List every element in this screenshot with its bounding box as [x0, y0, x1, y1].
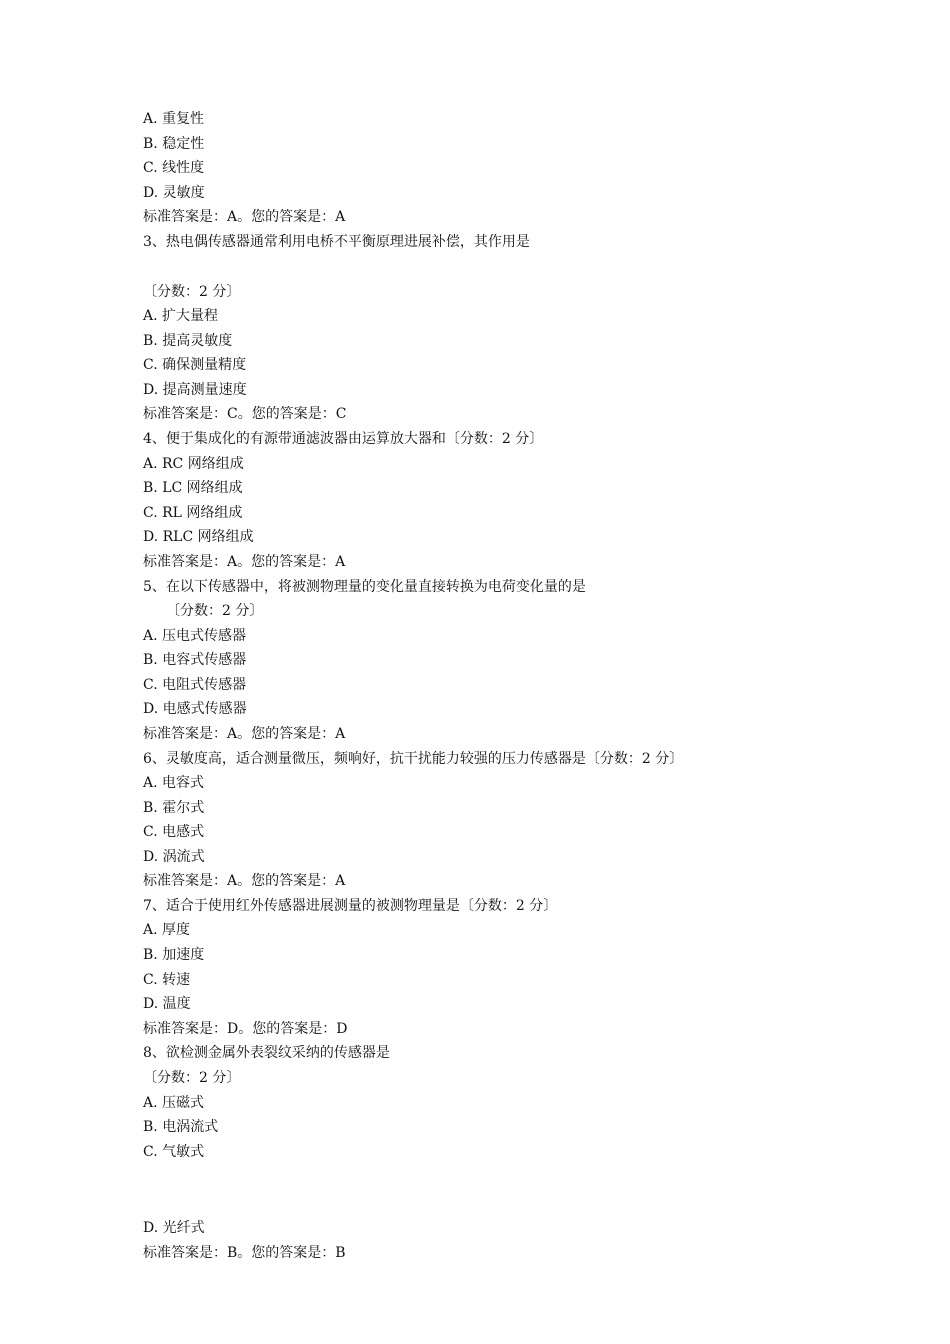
question-6: 6、灵敏度高，适合测量微压，频响好，抗干扰能力较强的压力传感器是〔分数：2 分〕: [143, 751, 684, 767]
option-b: B. 加速度: [143, 947, 205, 963]
option-d: D. 灵敏度: [143, 185, 205, 201]
question-7: 7、适合于使用红外传感器进展测量的被测物理量是〔分数：2 分〕: [143, 898, 558, 914]
option-b: B. 霍尔式: [143, 800, 205, 816]
option-a: A. 电容式: [143, 775, 205, 791]
answer-line: 标准答案是：A。您的答案是：A: [143, 726, 346, 742]
score-note: 〔分数：2 分〕: [143, 1070, 241, 1086]
answer-line: 标准答案是：C。您的答案是：C: [143, 406, 347, 422]
option-b: B. 电涡流式: [143, 1119, 219, 1135]
answer-line: 标准答案是：D。您的答案是：D: [143, 1021, 348, 1037]
option-a: A. 扩大量程: [143, 308, 219, 324]
option-b: B. 电容式传感器: [143, 652, 247, 668]
option-d: D. 光纤式: [143, 1220, 205, 1236]
option-d: D. 电感式传感器: [143, 701, 247, 717]
question-3: 3、热电偶传感器通常利用电桥不平衡原理进展补偿，其作用是: [143, 234, 530, 250]
option-b: B. 提高灵敏度: [143, 333, 233, 349]
option-d: D. 涡流式: [143, 849, 205, 865]
option-a: A. RC 网络组成: [143, 456, 244, 472]
question-8: 8、欲检测金属外表裂纹采纳的传感器是: [143, 1045, 390, 1061]
option-b: B. LC 网络组成: [143, 480, 243, 496]
answer-line: 标准答案是：A。您的答案是：A: [143, 873, 346, 889]
option-b: B. 稳定性: [143, 136, 205, 152]
question-4: 4、便于集成化的有源带通滤波器由运算放大器和〔分数：2 分〕: [143, 431, 544, 447]
answer-line: 标准答案是：B。您的答案是：B: [143, 1245, 346, 1261]
answer-line: 标准答案是：A。您的答案是：A: [143, 209, 346, 225]
option-c: C. 转速: [143, 972, 191, 988]
answer-line: 标准答案是：A。您的答案是：A: [143, 554, 346, 570]
option-a: A. 厚度: [143, 922, 191, 938]
option-c: C. RL 网络组成: [143, 505, 243, 521]
option-d: D. 提高测量速度: [143, 382, 247, 398]
option-c: C. 电阻式传感器: [143, 677, 247, 693]
option-c: C. 确保测量精度: [143, 357, 247, 373]
option-d: D. 温度: [143, 996, 191, 1012]
option-a: A. 压磁式: [143, 1095, 205, 1111]
question-5: 5、在以下传感器中，将被测物理量的变化量直接转换为电荷变化量的是: [143, 579, 586, 595]
option-a: A. 重复性: [143, 111, 205, 127]
option-a: A. 压电式传感器: [143, 628, 247, 644]
option-c: C. 电感式: [143, 824, 205, 840]
option-c: C. 线性度: [143, 160, 205, 176]
option-d: D. RLC 网络组成: [143, 529, 254, 545]
score-note: 〔分数：2 分〕: [166, 603, 264, 619]
score-note: 〔分数：2 分〕: [143, 284, 241, 300]
option-c: C. 气敏式: [143, 1144, 205, 1160]
